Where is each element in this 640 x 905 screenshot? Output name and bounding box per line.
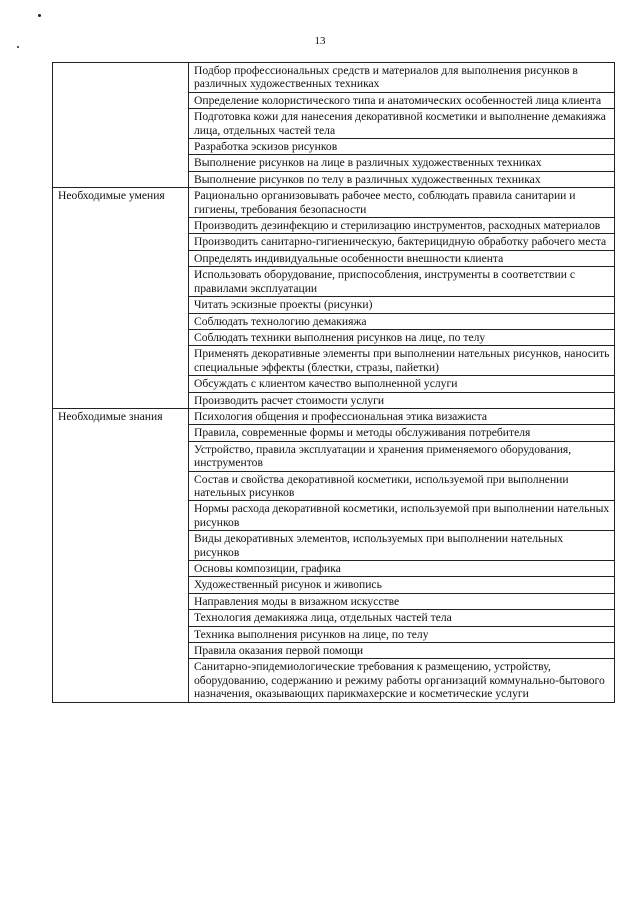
page-number: 13 [314,35,326,47]
item-cell: Разработка эскизов рисунков [189,139,615,155]
item-cell: Производить дезинфекцию и стерилизацию инструментов, расходных материалов [189,218,615,234]
item-cell: Направления моды в визажном искусстве [189,593,615,609]
item-cell: Нормы расхода декоративной косметики, используемой при выполнении нательных рисунков [189,501,615,531]
requirements-table [52,62,615,703]
item-cell: Правила, современные формы и методы обслуживания потребителя [189,425,615,441]
item-cell: Основы композиции, графика [189,561,615,577]
requirements-table-body [53,63,615,703]
item-cell: Читать эскизные проекты (рисунки) [189,297,615,313]
item-cell: Художественный рисунок и живопись [189,577,615,593]
item-cell: Технология демакияжа лица, отдельных частей тела [189,610,615,626]
item-cell: Выполнение рисунков на лице в различных художественных техниках [189,155,615,171]
item-cell: Применять декоративные элементы при выполнении нательных рисунков, наносить специальные эффекты (блестки, стразы, пайетки) [189,346,615,376]
table-row [53,63,615,93]
category-cell: Необходимые умения [53,188,189,409]
category-cell [53,63,189,188]
category-cell: Необходимые знания [53,408,189,702]
table-row [53,188,615,218]
item-cell: Виды декоративных элементов, используемых при выполнении нательных рисунков [189,531,615,561]
item-cell: Подготовка кожи для нанесения декоративной косметики и выполнение демакияжа лица, отдельных частей тела [189,109,615,139]
item-cell: Рационально организовывать рабочее место, соблюдать правила санитарии и гигиены, требования безопасности [189,188,615,218]
item-cell: Соблюдать техники выполнения рисунков на лице, по телу [189,329,615,345]
item-cell: Использовать оборудование, приспособления, инструменты в соответствии с правилами эксплуатации [189,267,615,297]
table-row [53,408,615,424]
item-cell: Выполнение рисунков по телу в различных художественных техниках [189,171,615,187]
item-cell: Соблюдать технологию демакияжа [189,313,615,329]
item-cell: Производить санитарно-гигиеническую, бактерицидную обработку рабочего места [189,234,615,250]
item-cell: Психология общения и профессиональная этика визажиста [189,408,615,424]
item-cell: Подбор профессиональных средств и материалов для выполнения рисунков в различных художественных техниках [189,63,615,93]
item-cell: Определение колористического типа и анатомических особенностей лица клиента [189,92,615,108]
item-cell: Обсуждать с клиентом качество выполненной услуги [189,376,615,392]
item-cell: Производить расчет стоимости услуги [189,392,615,408]
item-cell: Техника выполнения рисунков на лице, по телу [189,626,615,642]
item-cell: Состав и свойства декоративной косметики, используемой при выполнении нательных рисунков [189,471,615,501]
item-cell: Определять индивидуальные особенности внешности клиента [189,250,615,266]
item-cell: Санитарно-эпидемиологические требования к размещению, устройству, оборудованию, содержанию и режиму работы организаций коммунально-бытового назначения, оказывающих парикмахерские и косметические услуги [189,659,615,702]
scan-speck [38,14,41,17]
item-cell: Устройство, правила эксплуатации и хранения применяемого оборудования, инструментов [189,441,615,471]
item-cell: Правила оказания первой помощи [189,643,615,659]
